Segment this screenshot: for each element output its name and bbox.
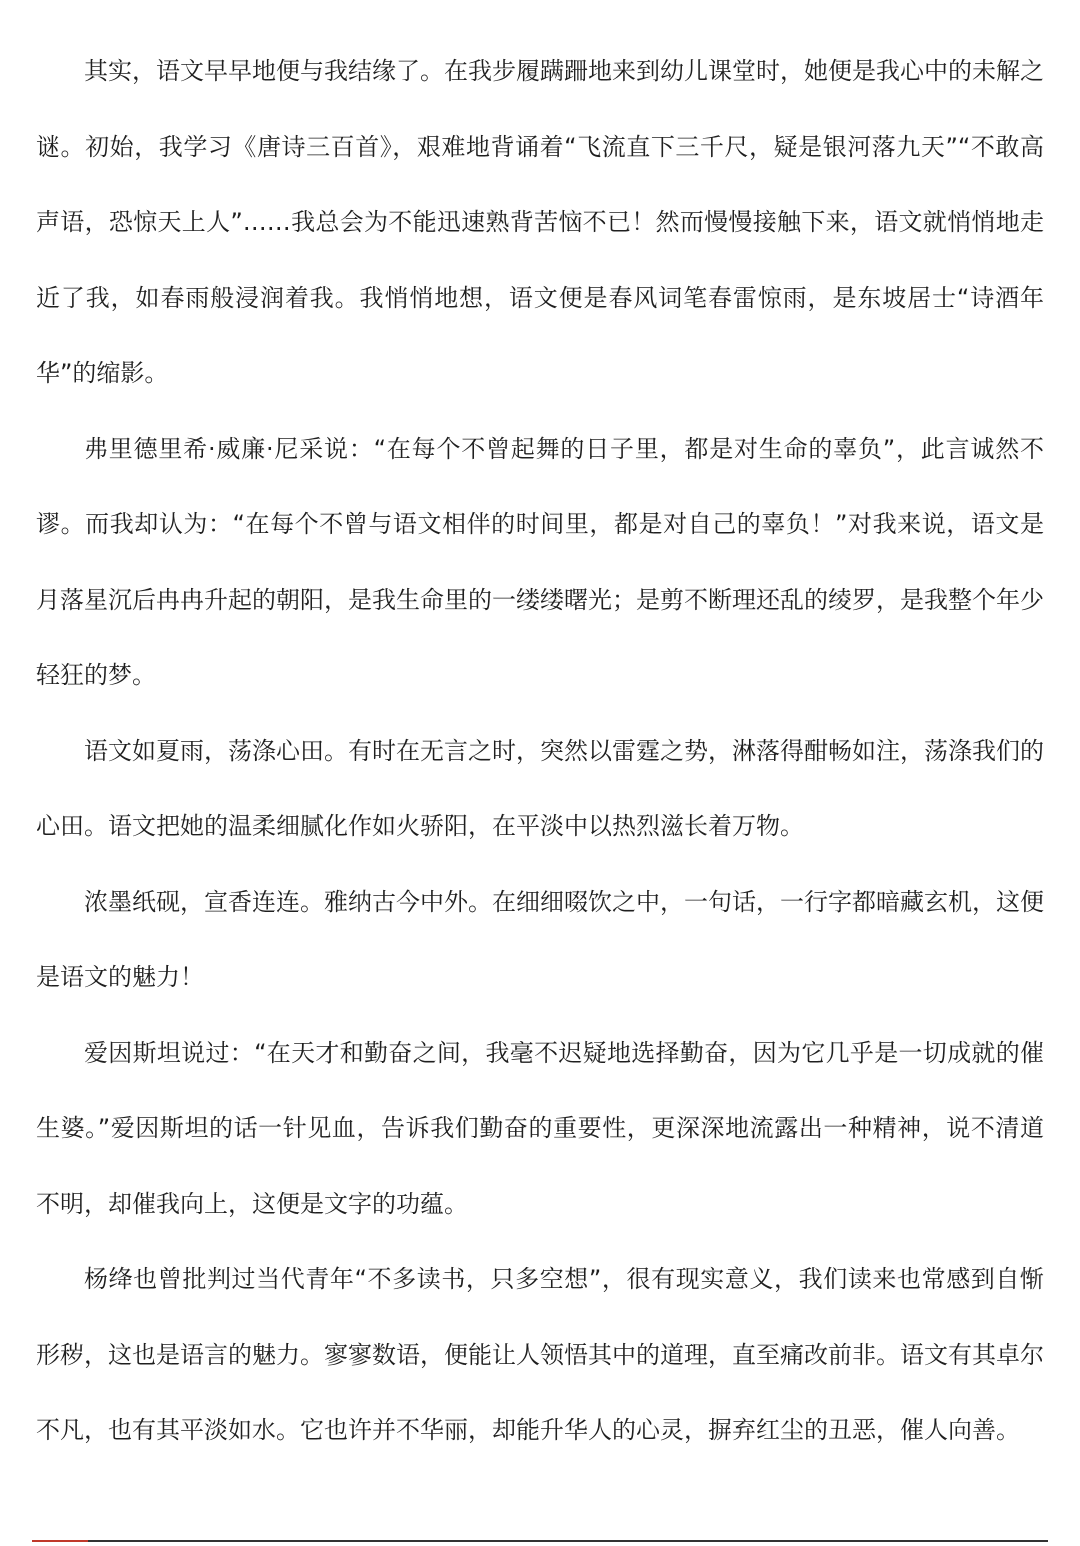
article-body [36,34,1044,1469]
paragraph: 语文如夏雨，荡涤心田。有时在无言之时，突然以雷霆之势，淋落得酣畅如注，荡涤我们的心田。语文把她的温柔细腻化作如火骄阳，在平淡中以热烈滋长着万物。 [36,736,1044,840]
paragraph: 浓墨纸砚，宣香连连。雅纳古今中外。在细细啜饮之中，一句话，一行字都暗藏玄机，这便是语文的魅力！ [36,887,1044,991]
paragraph: 杨绛也曾批判过当代青年“不多读书，只多空想”，很有现实意义，我们读来也常感到自惭形秽，这也是语言的魅力。寥寥数语，便能让人领悟其中的道理，直至痛改前非。语文有其卓尔不凡，也有其平淡如水。它也许并不华丽，却能升华人的心灵，摒弃红尘的丑恶，催人向善。 [36,1265,1044,1444]
paragraph: 爱因斯坦说过：“在天才和勤奋之间，我毫不迟疑地选择勤奋，因为它几乎是一切成就的催生婆。”爱因斯坦的话一针见血，告诉我们勤奋的重要性，更深深地流露出一种精神，说不清道不明，却催我向上，这便是文字的功蕴。 [36,1038,1044,1218]
paragraph: 弗里德里希·威廉·尼采说：“在每个不曾起舞的日子里，都是对生命的辜负”，此言诚然不谬。而我却认为：“在每个不曾与语文相伴的时间里，都是对自己的辜负！”对我来说，语文是月落星沉后冉冉升起的朝阳，是我生命里的一缕缕曙光；是剪不断理还乱的绫罗，是我整个年少轻狂的梦。 [36,434,1044,689]
divider-accent [32,1540,88,1542]
paragraph: 其实，语文早早地便与我结缘了。在我步履蹒跚地来到幼儿课堂时，她便是我心中的未解之谜。初始，我学习《唐诗三百首》，艰难地背诵着“飞流直下三千尺，疑是银河落九天”“不敢高声语，恐惊天上人”……我总会为不能迅速熟背苦恼不已！然而慢慢接触下来，语文就悄悄地走近了我，如春雨般浸润着我。我悄悄地想，语文便是春风词笔春雷惊雨，是东坡居士“诗酒年华”的缩影。 [36,57,1044,387]
bottom-divider [32,1540,1048,1542]
